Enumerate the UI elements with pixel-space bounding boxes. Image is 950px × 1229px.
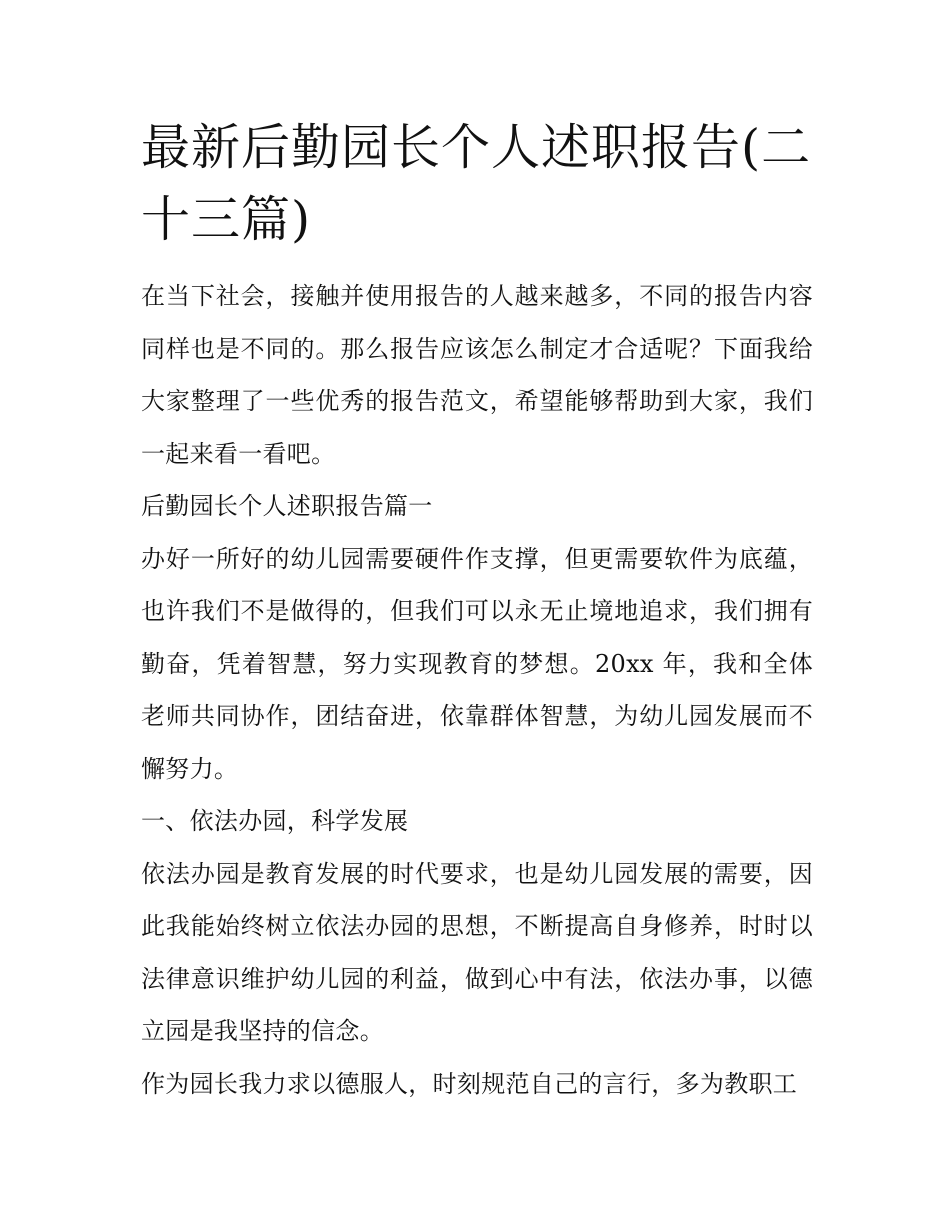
- document-title: 最新后勤园长个人述职报告(二十三篇): [141, 119, 812, 248]
- section-heading-law: 一、依法办园，科学发展: [141, 807, 409, 835]
- body-paragraph: 办好一所好的幼儿园需要硬件作支撑，但更需要软件为底蕴，也许我们不是做得的，但我们可以永无止境地追求，我们拥有勤奋，凭着智慧，努力实现教育的梦想。20xx 年，我和全体老师共同协作，团结奋进，依靠群体智慧，为幼儿园发展而不懈努力。: [141, 544, 813, 783]
- title-spacer: [141, 256, 813, 270]
- body-paragraph: 作为园长我力求以德服人，时刻规范自己的言行，多为教职工: [141, 1069, 798, 1098]
- intro-paragraph: 在当下社会，接触并使用报告的人越来越多，不同的报告内容同样也是不同的。那么报告应该怎么制定才合适呢？下面我给大家整理了一些优秀的报告范文，希望能够帮助到大家，我们一起来看一看吧。: [141, 282, 813, 468]
- document-body: [141, 112, 813, 1110]
- body-paragraph: 依法办园是教育发展的时代要求，也是幼儿园发展的需要，因此我能始终树立依法办园的思想，不断提高自身修养，时时以法律意识维护幼儿园的利益，做到心中有法，依法办事，以德立园是我坚持的信念。: [141, 859, 813, 1045]
- section-heading-report-one: 后勤园长个人述职报告篇一: [141, 492, 433, 520]
